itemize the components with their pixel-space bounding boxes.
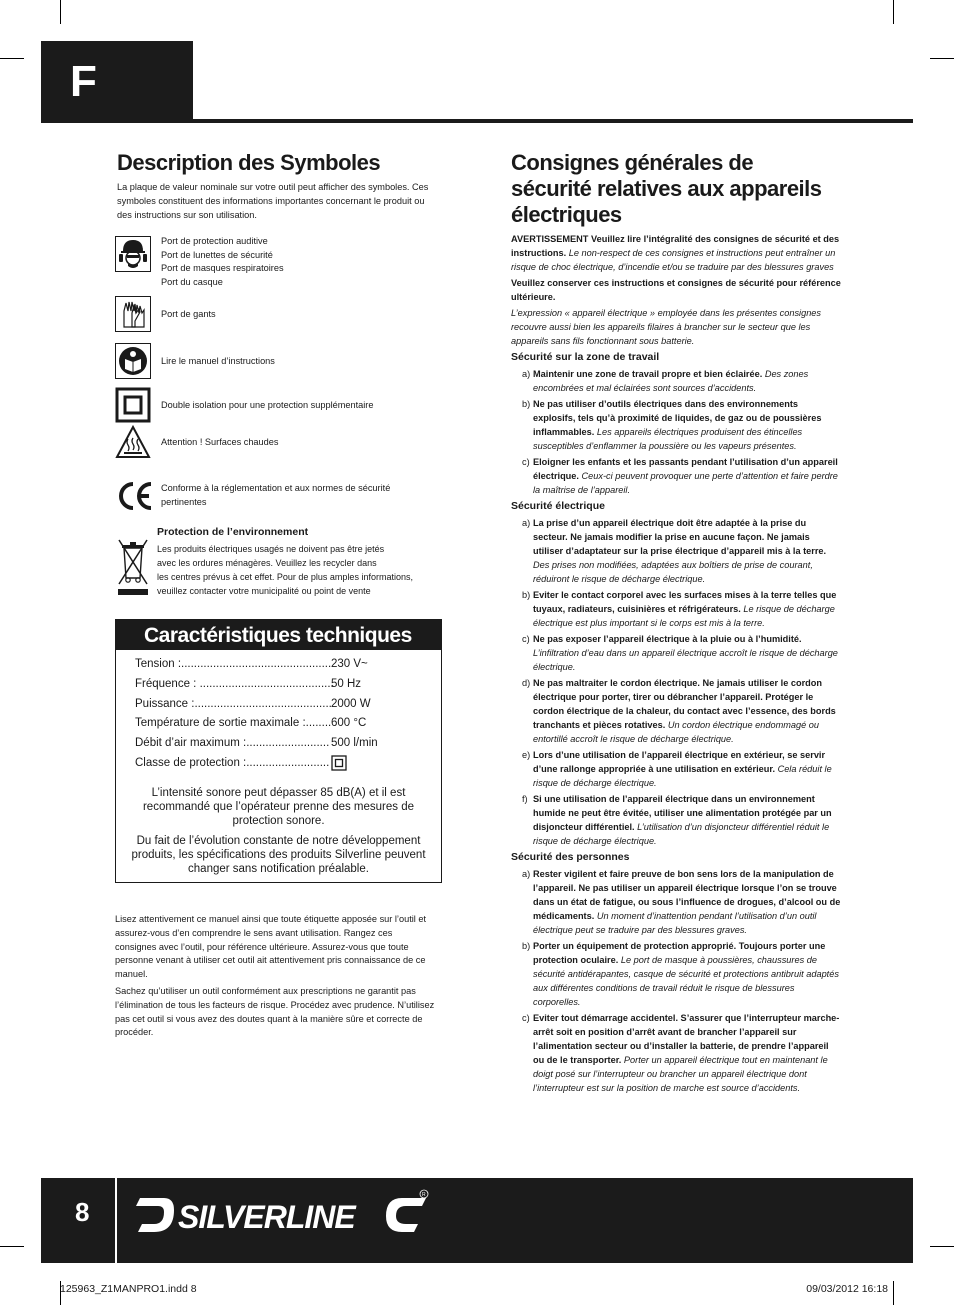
language-letter: F	[70, 57, 97, 106]
crop-mark	[930, 1246, 954, 1247]
list-item: a) La prise d’un appareil électrique doit être adaptée à la prise du secteur. Ne jamais modifier la prise en aucune façon. Ne jamais utiliser d’adaptateur sur la prise électrique d’appareil mis à la terre. Des prises non modifiées, adaptées aux boîtiers de prise de courant, réduiront le risque de décharge électrique.	[522, 518, 827, 584]
safety-title-line: électriques	[511, 202, 622, 227]
symbols-section	[117, 150, 447, 222]
symbol-text-insulation: Double isolation pour une protection supplémentaire	[161, 400, 374, 410]
list-item: b) Ne pas utiliser d’outils électriques dans des environnements explosifs, tels qu’à proximité de liquides, de gaz ou de poussières inflammables. Les appareils électriques produisent des étincelles susceptibles d’enflammer la poussière ou les vapeurs présentes.	[522, 399, 822, 451]
file-slug: 125963_Z1MANPRO1.indd 8	[60, 1283, 197, 1295]
spec-row-airflow	[135, 736, 378, 750]
symbol-manual	[115, 343, 275, 379]
paragraph: Sachez qu’utiliser un outil conformément aux prescriptions ne garantit pas l’élimination de tous les facteurs de risque. Procédez avec prudence. N’utilisez pas cet outil si vous avez des doutes quant à la manière sûre et correcte de procéder.	[115, 985, 435, 1038]
spec-value: 230 V~	[331, 658, 368, 670]
list-item: a) Maintenir une zone de travail propre et bien éclairée. Des zones encombrées et mal éclairées sont sources d’accidents.	[522, 369, 809, 393]
work-area-heading: Sécurité sur la zone de travail	[511, 351, 660, 363]
symbol-text-ce-2: pertinentes	[161, 496, 207, 507]
spec-row-voltage	[135, 657, 368, 671]
read-manual-icon	[115, 343, 151, 379]
keep-instructions: Veuillez conserver ces instructions et consignes de sécurité pour référence ultérieure.	[511, 278, 841, 302]
ce-mark-icon	[115, 478, 155, 514]
footer-separator	[115, 1178, 117, 1263]
list-item: a) Rester vigilent et faire preuve de bon sens lors de la manipulation de l’appareil. Ne pas utiliser un appareil électrique lorsque l’on se trouve dans un état de fatigue, ou sous l’influence de drogues, d’alcool ou de médicaments. Un moment d’inattention pendant l’utilisation d’un outil électrique peut se traduire par des blessures graves.	[522, 869, 841, 935]
crop-mark	[893, 1281, 894, 1305]
electrical-heading: Sécurité électrique	[511, 500, 605, 512]
symbol-insulation	[115, 387, 374, 423]
symbol-text-eyes: Port de lunettes de sécurité	[161, 249, 273, 260]
language-tab	[41, 41, 193, 123]
warning-paragraph	[511, 232, 841, 274]
svg-text:SILVERLINE: SILVERLINE	[178, 1199, 355, 1235]
symbol-text-manual: Lire le manuel d’instructions	[161, 356, 275, 366]
environment-line: les centres prévus à cet effet. Pour de plus amples informations,	[157, 572, 413, 582]
safety-section	[511, 150, 841, 1097]
list-item: c) Eviter tout démarrage accidentel. S’assurer que l’interrupteur marche-arrêt soit en position d’arrêt avant de brancher l’appareil sur l’alimentation secteur ou d’installer la batterie, de prendre l’appareil ou de le transporter. Porter un appareil électrique tout en maintenant le doigt posé sur l’interrupteur ou brancher un appareil électrique dont l’interrupteur est sur la position de marche est source d’accidents.	[522, 1013, 840, 1093]
environment-line: veuillez contacter votre municipalité ou point de vente	[157, 586, 371, 596]
spec-row-frequency	[135, 677, 362, 691]
environment-line: avec les ordures ménagères. Veuillez les recycler dans	[157, 558, 377, 568]
crop-mark	[930, 58, 954, 59]
spec-value: 50 Hz	[331, 678, 362, 690]
symbol-text-ce-1: Conforme à la réglementation et aux normes de sécurité	[161, 483, 391, 493]
list-item: b) Porter un équipement de protection approprié. Toujours porter une protection oculaire. Le port de masque à poussières, chaussures de sécurité antidérapantes, casque de sécurité et protections antibruit adaptés aux différentes conditions de travail réduit le risque de blessures corporelles.	[522, 941, 839, 1007]
crop-mark	[0, 58, 24, 59]
list-item: c) Ne pas exposer l’appareil électrique à la pluie ou à l’humidité. L’infiltration d’eau dans un appareil électrique accroît le risque de décharge électrique.	[522, 634, 838, 672]
symbols-title: Description des Symboles	[117, 150, 381, 175]
symbol-hot	[115, 424, 279, 460]
crop-mark	[893, 0, 894, 24]
symbol-text-mask: Port de masques respiratoires	[161, 263, 284, 273]
spec-label: Puissance :...........................................	[135, 698, 332, 710]
crop-mark	[0, 1246, 24, 1247]
ppe-icon	[115, 236, 151, 272]
symbol-text-gloves: Port de gants	[161, 309, 216, 319]
list-item: e) Lors d’une utilisation de l’appareil électrique en extérieur, se servir d’une rallonge appropriée à une utilisation en extérieur. Cela réduit le risque de décharge électrique.	[522, 750, 832, 788]
specifications-box	[115, 619, 442, 883]
spec-note-changes: Du fait de l’évolution constante de notre développement produits, les spécifications des produits Silverline peuvent changer sans notification préalable.	[131, 835, 426, 875]
spec-label: Fréquence : ..........................................	[135, 678, 334, 690]
spec-label: Classe de protection :..........................	[135, 757, 330, 769]
page-number: 8	[75, 1197, 90, 1227]
symbol-text-hearing: Port de protection auditive	[161, 236, 268, 246]
list-item: c) Eloigner les enfants et les passants pendant l’utilisation d’un appareil électrique. Ceux-ci peuvent provoquer une perte d’attention et faire perdre la maîtrise de l’appareil.	[522, 457, 838, 495]
symbol-text-hot: Attention ! Surfaces chaudes	[161, 437, 279, 447]
specifications-title: Caractéristiques techniques	[144, 624, 412, 647]
safety-title-line: Consignes générales de	[511, 150, 754, 175]
spec-row-temperature	[135, 716, 367, 730]
list-item: d) Ne pas maltraiter le cordon électrique. Ne jamais utiliser le cordon électrique pour porter, tirer ou débrancher l’appareil. Protéger le cordon électrique de la chaleur, du contact avec l’essence, des bords tranchants et pièces rotatives. Un cordon électrique endommagé ou entortillé accroît le risque de décharge électrique.	[522, 678, 836, 744]
spec-label: Température de sortie maximale :........	[135, 717, 332, 729]
specifications-header	[116, 620, 441, 650]
symbol-ppe	[115, 236, 284, 287]
hot-surface-icon	[115, 424, 151, 460]
spec-note-noise: L’intensité sonore peut dépasser 85 dB(A) et il est recommandé que l’opérateur prenne des mesures de protection sonore.	[142, 787, 415, 827]
list-item: f) Si une utilisation de l’appareil électrique dans un environnement humide ne peut être évitée, utiliser une alimentation protégée par un disjoncteur différentiel. L’utilisation d’un disjoncteur différentiel réduit le risque de décharge électrique.	[522, 794, 832, 846]
environment-line: Les produits électriques usagés ne doivent pas être jetés	[157, 544, 385, 554]
safety-title	[511, 150, 841, 228]
spec-value: 500 l/min	[331, 737, 378, 749]
spec-label: Tension :...............................................	[135, 658, 332, 670]
symbol-ce	[115, 478, 391, 514]
spec-row-power	[135, 697, 371, 711]
svg-text:R: R	[422, 1192, 426, 1198]
warning-bold: AVERTISSEMENT Veuillez lire l’intégralité des consignes de sécurité et des instructions.	[511, 234, 840, 258]
spec-value: 2000 W	[331, 698, 371, 710]
warning-italic: Le non-respect de ces consignes et instructions peut entraîner un risque de choc électrique, d’incendie et/ou se traduire par des blessures graves	[511, 248, 836, 272]
header-rule	[193, 119, 913, 123]
environment-title: Protection de l’environnement	[157, 526, 309, 538]
paragraph: Lisez attentivement ce manuel ainsi que toute étiquette apposée sur l’outil et assurez-vous d’en comprendre le sens avant utilisation. Rangez ces consignes avec l’outil, pour référence ultérieure. Assurez-vous que toute personne venant à utiliser cet outil ait attentivement pris connaissance de ce manuel.	[115, 914, 427, 980]
gloves-icon	[115, 296, 151, 332]
weee-bin-icon	[117, 538, 149, 598]
spec-row-class	[135, 756, 329, 770]
symbol-text-helmet: Port du casque	[161, 276, 223, 287]
symbols-intro: La plaque de valeur nominale sur votre outil peut afficher des symboles. Ces symboles constituent des informations importantes concernant le produit ou des instructions sur son utilisation.	[117, 182, 429, 220]
safety-title-line: sécurité relatives aux appareils	[511, 176, 822, 201]
crop-mark	[60, 0, 61, 24]
list-item: b) Eviter le contact corporel avec les surfaces mises à la terre telles que tuyaux, radiateurs, cuisinières et réfrigérateurs. Le risque de décharge électrique est plus important si le corps est mis à la terre.	[522, 590, 837, 628]
left-footer-text	[115, 913, 435, 1043]
expression-note: L’expression « appareil électrique » employée dans les présentes consignes recouvre aussi bien les appareils filaires à brancher sur le secteur que les appareils sans fils fonctionnant sous batterie.	[511, 308, 822, 346]
double-insulation-icon	[331, 755, 347, 771]
silverline-logo	[134, 1188, 434, 1240]
date-slug: 09/03/2012 16:18	[806, 1283, 888, 1295]
spec-label: Débit d’air maximum :..........................	[135, 737, 330, 749]
symbol-gloves	[115, 296, 216, 332]
personal-safety-heading: Sécurité des personnes	[511, 851, 630, 863]
spec-value: 600 °C	[331, 717, 367, 729]
double-insulation-icon	[115, 387, 151, 423]
